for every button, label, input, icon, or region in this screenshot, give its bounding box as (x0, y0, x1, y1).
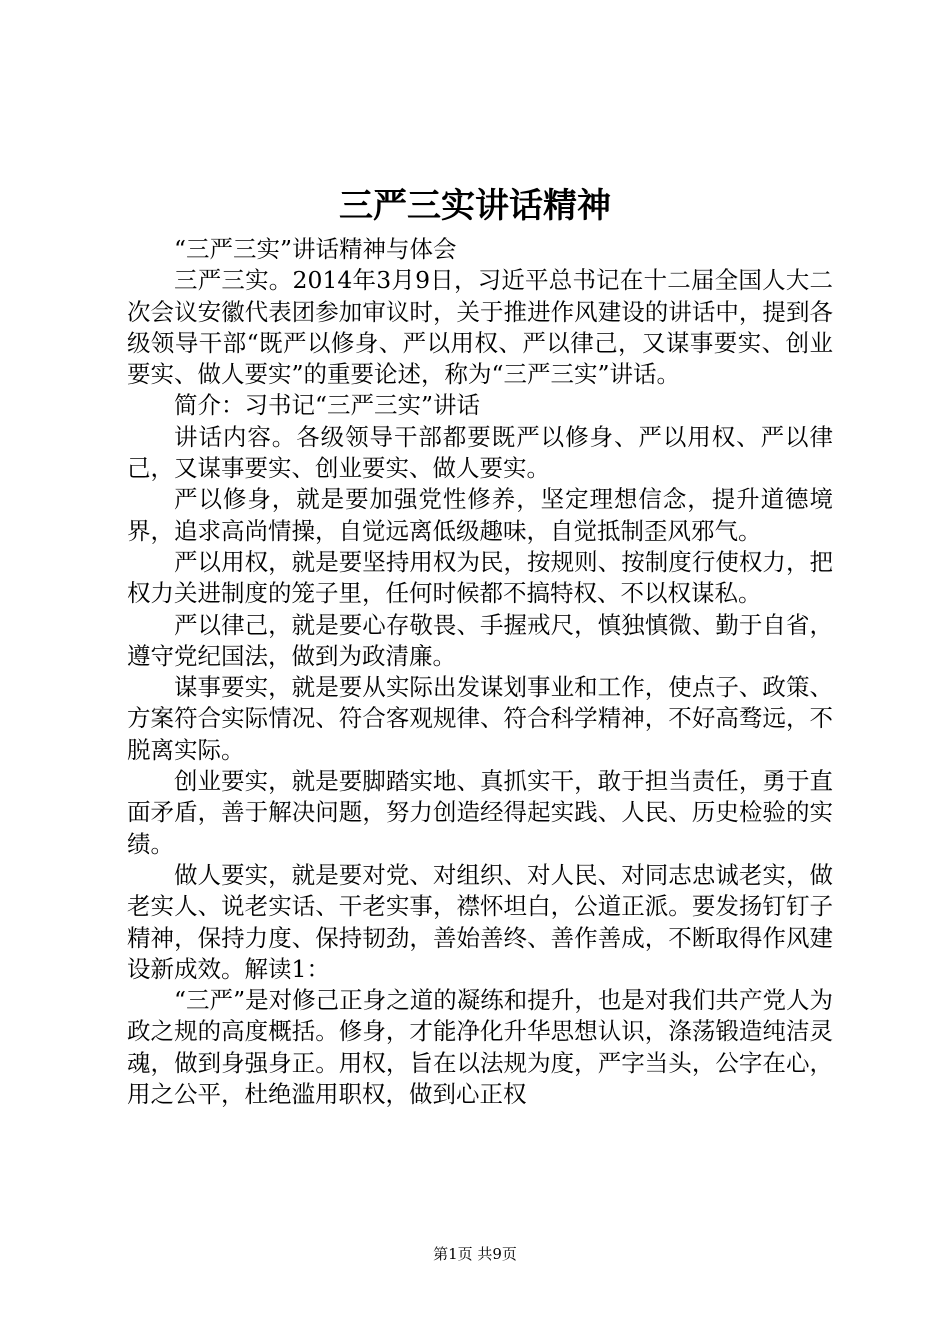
paragraph: 创业要实，就是要脚踏实地、真抓实干，敢于担当责任，勇于直面矛盾，善于解决问题，努力创造经得起实践、人民、历史检验的实绩。 (127, 767, 833, 858)
paragraph: 谋事要实，就是要从实际出发谋划事业和工作，使点子、政策、方案符合实际情况、符合客观规律、符合科学精神，不好高骛远，不脱离实际。 (127, 673, 833, 764)
paragraph: 严以用权，就是要坚持用权为民，按规则、按制度行使权力，把权力关进制度的笼子里，任何时候都不搞特权、不以权谋私。 (127, 547, 833, 608)
paragraph-subtitle: “三严三实”讲话精神与体会 (174, 235, 457, 263)
paragraph: 讲话内容。各级领导干部都要既严以修身、严以用权、严以律己，又谋事要实、创业要实、做人要实。 (127, 422, 833, 483)
paragraph: 做人要实，就是要对党、对组织、对人民、对同志忠诚老实，做老实人、说老实话、干老实事，襟怀坦白，公道正派。要发扬钉钉子精神，保持力度、保持韧劲，善始善终、善作善成，不断取得作风建设新成效。解读1： (127, 860, 833, 983)
document-title: 三严三实讲话精神 (339, 186, 611, 226)
paragraph: 简介：习书记“三严三实”讲话 (174, 391, 481, 420)
paragraph: “三严”是对修己正身之道的凝练和提升，也是对我们共产党人为政之规的高度概括。修身，才能净化升华思想认识，涤荡锻造纯洁灵魂，做到身强身正。用权，旨在以法规为度，严字当头，公字在心，用之公平，杜绝滥用职权，做到心正权 (127, 986, 833, 1109)
paragraph: 严以修身，就是要加强党性修养，坚定理想信念，提升道德境界，追求高尚情操，自觉远离低级趣味，自觉抵制歪风邪气。 (127, 485, 833, 545)
page-footer: 第1页 共9页 (433, 1245, 517, 1263)
document-body (127, 234, 833, 1110)
paragraph: 三严三实。2014年3月9日，习近平总书记在十二届全国人大二次会议安徽代表团参加审议时，关于推进作风建设的讲话中，提到各级领导干部“既严以修身、严以用权、严以律己，又谋事要实、创业要实、做人要实”的重要论述，称为“三严三实”讲话。 (127, 266, 833, 389)
paragraph: 严以律己，就是要心存敬畏、手握戒尺，慎独慎微、勤于自省，遵守党纪国法，做到为政清廉。 (127, 610, 833, 670)
